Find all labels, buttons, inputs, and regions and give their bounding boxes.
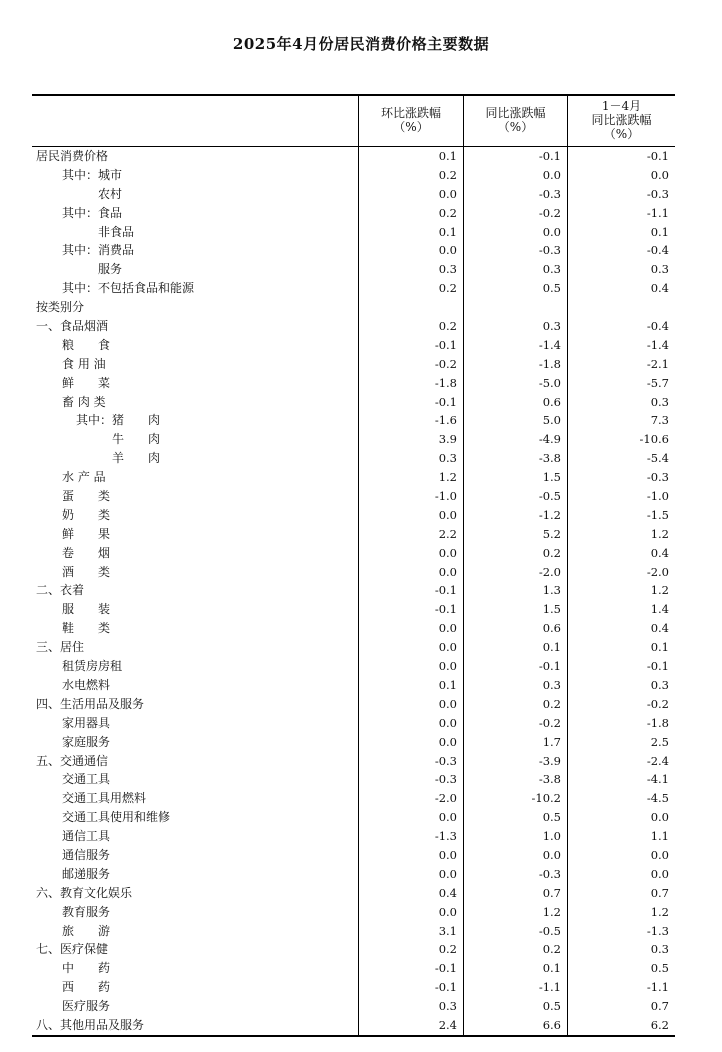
table-row bbox=[32, 714, 675, 733]
table-row bbox=[32, 506, 675, 525]
row-label: 鞋 类 bbox=[62, 621, 111, 636]
year-on-year-value: 1.7 bbox=[542, 734, 561, 749]
header-cumulative bbox=[567, 96, 675, 146]
year-on-year-value: -0.3 bbox=[538, 866, 561, 881]
row-label: 七、医疗保健 bbox=[36, 942, 109, 957]
row-label: 交通工具用燃料 bbox=[62, 791, 147, 806]
year-on-year-value: 0.0 bbox=[542, 167, 561, 182]
row-label: 奶 类 bbox=[62, 507, 111, 522]
month-on-month-value: 0.3 bbox=[438, 262, 457, 277]
table-row bbox=[32, 940, 675, 959]
column-divider bbox=[567, 147, 568, 1035]
month-on-month-value: -0.1 bbox=[434, 394, 457, 409]
row-label: 通信工具 bbox=[62, 829, 111, 844]
month-on-month-value: -1.0 bbox=[434, 489, 457, 504]
month-on-month-value: 0.0 bbox=[438, 564, 457, 579]
year-on-year-value: 0.2 bbox=[542, 696, 561, 711]
row-label: 租赁房房租 bbox=[62, 659, 123, 674]
month-on-month-value: 0.3 bbox=[438, 999, 457, 1014]
row-label: 五、交通通信 bbox=[36, 753, 109, 768]
year-on-year-value bbox=[463, 298, 567, 317]
month-on-month-value: -0.1 bbox=[434, 602, 457, 617]
cumulative-value: -0.3 bbox=[646, 470, 669, 485]
cumulative-value: -0.2 bbox=[646, 696, 669, 711]
row-label: 三、居住 bbox=[36, 640, 85, 655]
year-on-year-value: 0.5 bbox=[542, 999, 561, 1014]
year-on-year-value: 1.5 bbox=[542, 602, 561, 617]
cumulative-value: 2.5 bbox=[650, 734, 669, 749]
month-on-month-value: 0.0 bbox=[438, 715, 457, 730]
month-on-month-value: 0.0 bbox=[438, 507, 457, 522]
cumulative-value: 0.1 bbox=[650, 224, 669, 239]
row-label: 医疗服务 bbox=[62, 999, 111, 1014]
year-on-year-value: -1.8 bbox=[538, 356, 561, 371]
cpi-table bbox=[32, 94, 675, 1037]
year-on-year-value: 0.3 bbox=[542, 262, 561, 277]
month-on-month-value: 0.0 bbox=[438, 696, 457, 711]
year-on-year-value: -0.5 bbox=[538, 489, 561, 504]
cumulative-value: 1.2 bbox=[650, 904, 669, 919]
cumulative-value: 0.3 bbox=[650, 262, 669, 277]
row-label: 羊 肉 bbox=[112, 451, 161, 466]
row-label: 家用器具 bbox=[62, 715, 111, 730]
cumulative-value: -0.4 bbox=[646, 319, 669, 334]
cumulative-value: -1.4 bbox=[646, 337, 669, 352]
cumulative-value: -1.1 bbox=[646, 980, 669, 995]
year-on-year-value: -3.9 bbox=[538, 753, 561, 768]
row-label: 一、食品烟酒 bbox=[36, 319, 109, 334]
row-label: 中 药 bbox=[62, 961, 111, 976]
cumulative-value: -10.6 bbox=[639, 432, 669, 447]
header-year-on-year bbox=[463, 96, 567, 146]
header-month-on-month bbox=[358, 96, 463, 146]
year-on-year-value: -0.2 bbox=[538, 715, 561, 730]
month-on-month-value: 0.0 bbox=[438, 621, 457, 636]
year-on-year-value: -2.0 bbox=[538, 564, 561, 579]
year-on-year-value: 0.6 bbox=[542, 394, 561, 409]
year-on-year-value: -0.2 bbox=[538, 205, 561, 220]
cumulative-value: -1.8 bbox=[646, 715, 669, 730]
year-on-year-value: 1.2 bbox=[542, 904, 561, 919]
year-on-year-value: -0.1 bbox=[538, 149, 561, 163]
month-on-month-value: 0.2 bbox=[438, 942, 457, 957]
year-on-year-value: 0.2 bbox=[542, 545, 561, 560]
month-on-month-value: -0.1 bbox=[434, 583, 457, 598]
column-divider bbox=[358, 147, 359, 1035]
table-row bbox=[32, 279, 675, 298]
cumulative-value: 0.7 bbox=[650, 885, 669, 900]
cumulative-value: 0.4 bbox=[650, 621, 669, 636]
year-on-year-value: 0.2 bbox=[542, 942, 561, 957]
month-on-month-value: 0.0 bbox=[438, 659, 457, 674]
table-row bbox=[32, 752, 675, 771]
table-row bbox=[32, 185, 675, 204]
month-on-month-value: -0.3 bbox=[434, 753, 457, 768]
year-on-year-value: 0.5 bbox=[542, 810, 561, 825]
month-on-month-value: 0.1 bbox=[438, 149, 457, 163]
month-on-month-value: 0.0 bbox=[438, 847, 457, 862]
table-row bbox=[32, 884, 675, 903]
row-label: 六、教育文化娱乐 bbox=[36, 885, 133, 900]
year-on-year-value: 0.0 bbox=[542, 847, 561, 862]
month-on-month-value: -1.3 bbox=[434, 829, 457, 844]
year-on-year-value: 0.1 bbox=[542, 640, 561, 655]
cumulative-value: 6.2 bbox=[650, 1017, 669, 1032]
cumulative-value: 0.4 bbox=[650, 545, 669, 560]
table-row bbox=[32, 733, 675, 752]
table-row bbox=[32, 846, 675, 865]
month-on-month-value: -1.8 bbox=[434, 375, 457, 390]
header-label-column bbox=[32, 96, 358, 146]
cumulative-value: -0.3 bbox=[646, 186, 669, 201]
row-label: 农村 bbox=[98, 186, 123, 201]
cumulative-value: -2.0 bbox=[646, 564, 669, 579]
cumulative-value: -5.7 bbox=[646, 375, 669, 390]
month-on-month-value: 2.4 bbox=[438, 1017, 457, 1032]
cumulative-value: -0.1 bbox=[646, 659, 669, 674]
year-on-year-value: 5.2 bbox=[542, 526, 561, 541]
table-row bbox=[32, 544, 675, 563]
year-on-year-value: 1.3 bbox=[542, 583, 561, 598]
row-label: 其中：消费品 bbox=[62, 243, 135, 258]
cumulative-value: -1.1 bbox=[646, 205, 669, 220]
cumulative-value: -5.4 bbox=[646, 451, 669, 466]
month-on-month-value: 0.0 bbox=[438, 734, 457, 749]
table-row bbox=[32, 1016, 675, 1035]
year-on-year-value: -5.0 bbox=[538, 375, 561, 390]
cumulative-value: -1.3 bbox=[646, 923, 669, 938]
year-on-year-value: 0.3 bbox=[542, 677, 561, 692]
row-label: 其中：猪 肉 bbox=[76, 413, 161, 428]
row-label: 通信服务 bbox=[62, 847, 111, 862]
row-label: 粮 食 bbox=[62, 337, 111, 352]
row-label: 牛 肉 bbox=[112, 432, 161, 447]
table-row bbox=[32, 393, 675, 412]
cumulative-value: -0.1 bbox=[646, 149, 669, 163]
month-on-month-value: 2.2 bbox=[438, 526, 457, 541]
cumulative-value: 0.0 bbox=[650, 847, 669, 862]
table-row bbox=[32, 355, 675, 374]
table-body bbox=[32, 147, 675, 1037]
row-label: 按类别分 bbox=[36, 300, 85, 315]
year-on-year-value: -0.5 bbox=[538, 923, 561, 938]
month-on-month-value: 3.9 bbox=[438, 432, 457, 447]
year-on-year-value: -0.3 bbox=[538, 186, 561, 201]
year-on-year-value: 0.3 bbox=[542, 319, 561, 334]
year-on-year-value: -3.8 bbox=[538, 451, 561, 466]
table-row bbox=[32, 147, 675, 166]
row-label: 水 产 品 bbox=[62, 470, 106, 485]
cumulative-value: 0.1 bbox=[650, 640, 669, 655]
table-row bbox=[32, 638, 675, 657]
month-on-month-value: 0.0 bbox=[438, 545, 457, 560]
row-label: 食 用 油 bbox=[62, 356, 106, 371]
table-row bbox=[32, 789, 675, 808]
year-on-year-value: 0.6 bbox=[542, 621, 561, 636]
year-on-year-value: 0.0 bbox=[542, 224, 561, 239]
cumulative-value: -1.5 bbox=[646, 507, 669, 522]
row-label: 蛋 类 bbox=[62, 489, 111, 504]
row-label: 八、其他用品及服务 bbox=[36, 1017, 145, 1032]
cumulative-value: -4.5 bbox=[646, 791, 669, 806]
month-on-month-value: -0.1 bbox=[434, 980, 457, 995]
month-on-month-value: 0.0 bbox=[438, 904, 457, 919]
table-row bbox=[32, 581, 675, 600]
table-row bbox=[32, 204, 675, 223]
year-on-year-value: 1.5 bbox=[542, 470, 561, 485]
table-row bbox=[32, 166, 675, 185]
table-row bbox=[32, 411, 675, 430]
row-label: 酒 类 bbox=[62, 564, 111, 579]
month-on-month-value: 0.2 bbox=[438, 205, 457, 220]
row-label: 水电燃料 bbox=[62, 677, 111, 692]
cumulative-value: 0.3 bbox=[650, 394, 669, 409]
year-on-year-value: -3.8 bbox=[538, 772, 561, 787]
row-label: 服 装 bbox=[62, 602, 111, 617]
year-on-year-value: 1.0 bbox=[542, 829, 561, 844]
cumulative-value: 0.5 bbox=[650, 961, 669, 976]
month-on-month-value: 0.0 bbox=[438, 866, 457, 881]
month-on-month-value: -0.1 bbox=[434, 961, 457, 976]
table-row bbox=[32, 260, 675, 279]
month-on-month-value: 0.2 bbox=[438, 281, 457, 296]
year-on-year-value: -1.2 bbox=[538, 507, 561, 522]
cumulative-value: 0.0 bbox=[650, 810, 669, 825]
table-row bbox=[32, 449, 675, 468]
cumulative-value: 1.4 bbox=[650, 602, 669, 617]
row-label: 其中：食品 bbox=[62, 205, 123, 220]
cumulative-value: 0.3 bbox=[650, 677, 669, 692]
table-row bbox=[32, 223, 675, 242]
table-row bbox=[32, 468, 675, 487]
header-unit: （%） bbox=[393, 120, 429, 134]
table-row bbox=[32, 430, 675, 449]
table-row bbox=[32, 676, 675, 695]
cumulative-value: -2.4 bbox=[646, 753, 669, 768]
month-on-month-value: 0.4 bbox=[438, 885, 457, 900]
row-label: 交通工具使用和维修 bbox=[62, 810, 171, 825]
year-on-year-value: 6.6 bbox=[542, 1017, 561, 1032]
table-row bbox=[32, 657, 675, 676]
month-on-month-value: 0.0 bbox=[438, 186, 457, 201]
month-on-month-value: 0.2 bbox=[438, 167, 457, 182]
month-on-month-value: -0.1 bbox=[434, 337, 457, 352]
table-row bbox=[32, 298, 675, 317]
table-row bbox=[32, 997, 675, 1016]
row-label: 居民消费价格 bbox=[36, 149, 109, 163]
year-on-year-value: 0.7 bbox=[542, 885, 561, 900]
month-on-month-value bbox=[358, 298, 463, 317]
cumulative-value: 0.0 bbox=[650, 167, 669, 182]
table-row bbox=[32, 695, 675, 714]
cumulative-value: -1.0 bbox=[646, 489, 669, 504]
table-row bbox=[32, 374, 675, 393]
year-on-year-value: -1.1 bbox=[538, 980, 561, 995]
table-row bbox=[32, 619, 675, 638]
column-divider bbox=[463, 147, 464, 1035]
table-row bbox=[32, 317, 675, 336]
month-on-month-value: 0.0 bbox=[438, 640, 457, 655]
month-on-month-value: -1.6 bbox=[434, 413, 457, 428]
cumulative-value: 0.4 bbox=[650, 281, 669, 296]
month-on-month-value: 3.1 bbox=[438, 923, 457, 938]
cumulative-value: -0.4 bbox=[646, 243, 669, 258]
row-label: 鲜 果 bbox=[62, 526, 111, 541]
table-row bbox=[32, 959, 675, 978]
header-period: 1－4月 bbox=[601, 99, 642, 113]
table-row bbox=[32, 563, 675, 582]
month-on-month-value: -0.2 bbox=[434, 356, 457, 371]
table-row bbox=[32, 978, 675, 997]
header-unit: （%） bbox=[497, 120, 534, 134]
row-label: 卷 烟 bbox=[62, 545, 111, 560]
header-text: 同比涨跌幅 bbox=[591, 113, 652, 127]
row-label: 非食品 bbox=[98, 224, 135, 239]
cumulative-value: 7.3 bbox=[650, 413, 669, 428]
row-label: 教育服务 bbox=[62, 904, 111, 919]
cumulative-value: -2.1 bbox=[646, 356, 669, 371]
year-on-year-value: 0.5 bbox=[542, 281, 561, 296]
month-on-month-value: -2.0 bbox=[434, 791, 457, 806]
table-header bbox=[32, 94, 675, 147]
cumulative-value: 0.7 bbox=[650, 999, 669, 1014]
table-row bbox=[32, 903, 675, 922]
header-text: 同比涨跌幅 bbox=[485, 106, 546, 120]
table-row bbox=[32, 336, 675, 355]
cumulative-value: 1.2 bbox=[650, 583, 669, 598]
table-row bbox=[32, 525, 675, 544]
table-row bbox=[32, 770, 675, 789]
table-row bbox=[32, 808, 675, 827]
table-row bbox=[32, 600, 675, 619]
page-title: 2025年4月份居民消费价格主要数据 bbox=[232, 35, 490, 53]
month-on-month-value: 0.1 bbox=[438, 224, 457, 239]
table-row bbox=[32, 241, 675, 260]
header-text: 环比涨跌幅 bbox=[380, 106, 441, 120]
year-on-year-value: -1.4 bbox=[538, 337, 561, 352]
month-on-month-value: 0.2 bbox=[438, 319, 457, 334]
cumulative-value: 0.3 bbox=[650, 942, 669, 957]
cumulative-value: -4.1 bbox=[646, 772, 669, 787]
row-label: 旅 游 bbox=[62, 923, 111, 938]
month-on-month-value: 0.0 bbox=[438, 810, 457, 825]
year-on-year-value: 0.1 bbox=[542, 961, 561, 976]
month-on-month-value: 0.0 bbox=[438, 243, 457, 258]
row-label: 交通工具 bbox=[62, 772, 111, 787]
month-on-month-value: 1.2 bbox=[438, 470, 457, 485]
cumulative-value: 0.0 bbox=[650, 866, 669, 881]
row-label: 其中：不包括食品和能源 bbox=[62, 281, 195, 296]
header-unit: （%） bbox=[603, 127, 640, 141]
year-on-year-value: -4.9 bbox=[538, 432, 561, 447]
row-label: 服务 bbox=[98, 262, 123, 277]
month-on-month-value: 0.1 bbox=[438, 677, 457, 692]
row-label: 四、生活用品及服务 bbox=[36, 696, 145, 711]
cumulative-value: 1.2 bbox=[650, 526, 669, 541]
row-label: 西 药 bbox=[62, 980, 111, 995]
year-on-year-value: -0.1 bbox=[538, 659, 561, 674]
table-row bbox=[32, 922, 675, 941]
table-row bbox=[32, 865, 675, 884]
row-label: 家庭服务 bbox=[62, 734, 111, 749]
row-label: 畜 肉 类 bbox=[62, 394, 106, 409]
month-on-month-value: 0.3 bbox=[438, 451, 457, 466]
cumulative-value: 1.1 bbox=[650, 829, 669, 844]
row-label: 二、衣着 bbox=[36, 583, 85, 598]
table-row bbox=[32, 487, 675, 506]
cumulative-value bbox=[567, 298, 675, 317]
row-label: 其中：城市 bbox=[62, 167, 123, 182]
table-row bbox=[32, 827, 675, 846]
year-on-year-value: 5.0 bbox=[542, 413, 561, 428]
year-on-year-value: -0.3 bbox=[538, 243, 561, 258]
month-on-month-value: -0.3 bbox=[434, 772, 457, 787]
row-label: 鲜 菜 bbox=[62, 375, 111, 390]
row-label: 邮递服务 bbox=[62, 866, 111, 881]
year-on-year-value: -10.2 bbox=[531, 791, 561, 806]
